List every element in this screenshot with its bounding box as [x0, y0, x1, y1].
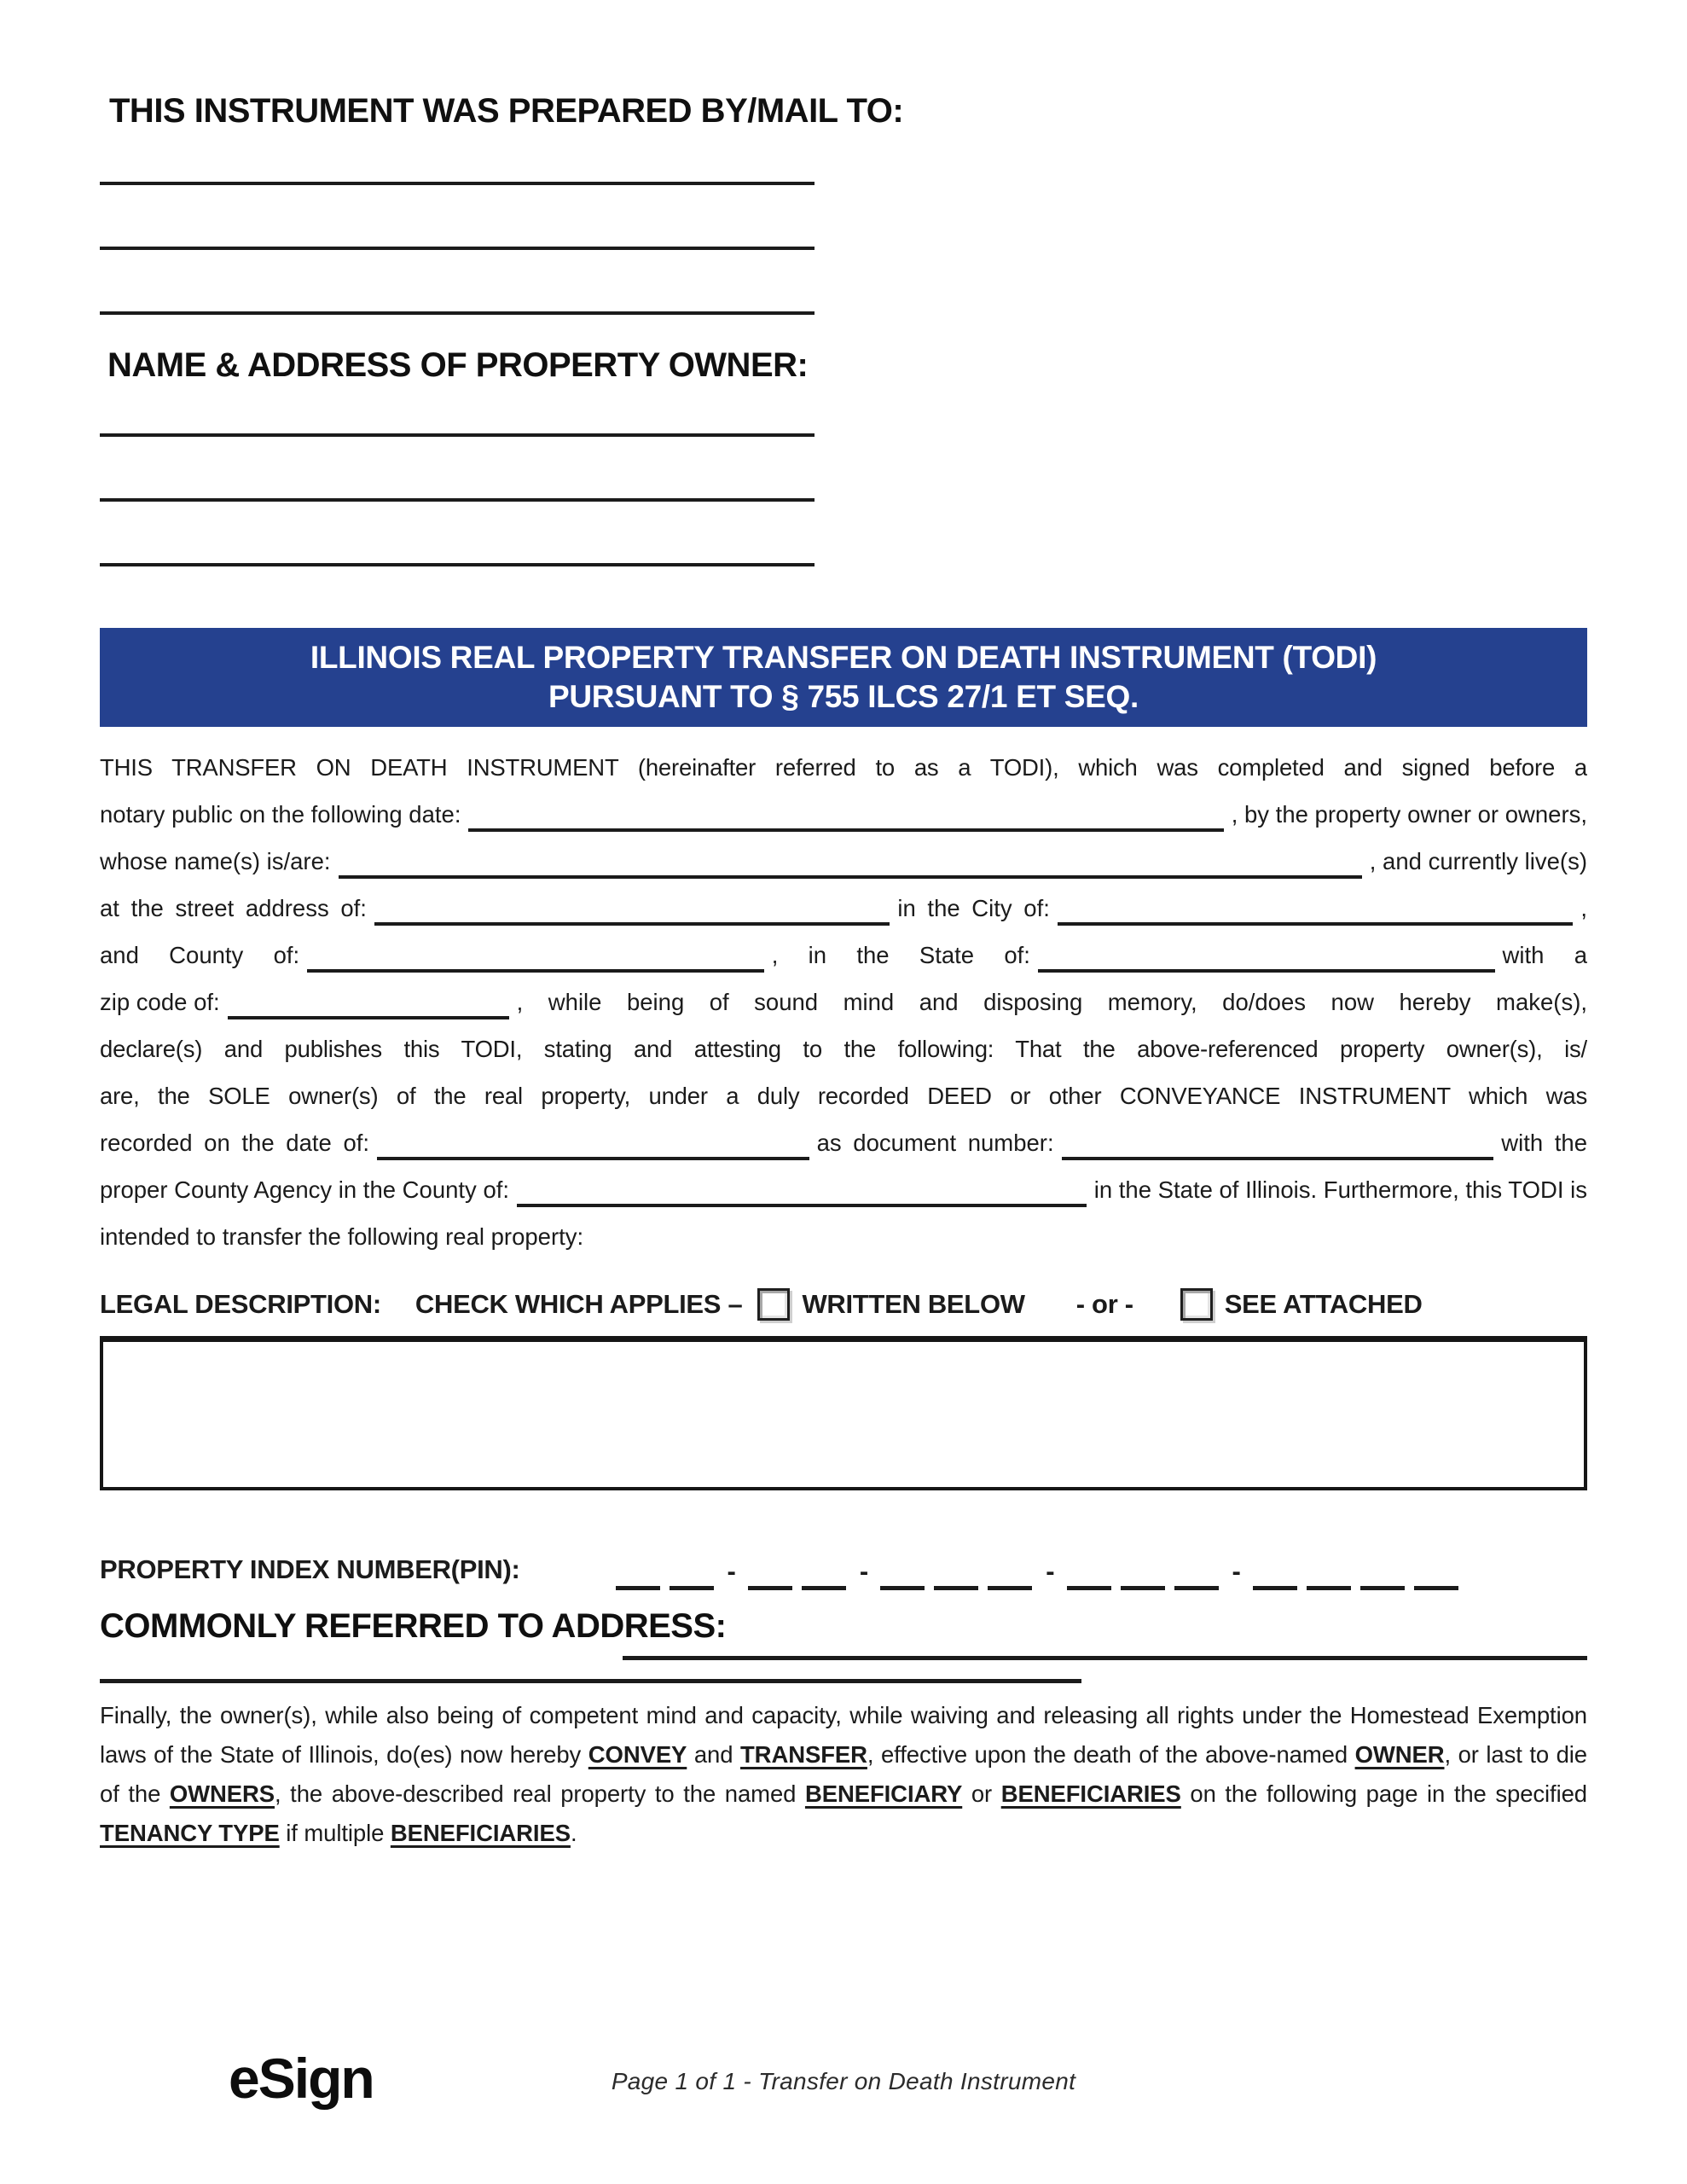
convey-term: CONVEY: [588, 1741, 687, 1768]
prepared-by-line-1[interactable]: [100, 182, 815, 185]
beneficiaries-term: BENEFICIARIES: [390, 1820, 571, 1846]
finally-text: Finally, the owner(s), while also being of competent mind and capacity, while waiving and releasing all rights under the Homestead Exemption laws of the State of Illinois, do(es) now hereby: [100, 1702, 1587, 1768]
body-line-5-tail: with a: [1502, 942, 1587, 968]
pin-segment[interactable]: [616, 1552, 660, 1590]
transfer-term: TRANSFER: [739, 1741, 867, 1768]
pin-segment[interactable]: [748, 1552, 792, 1590]
pin-segment[interactable]: [1174, 1552, 1219, 1590]
title-banner: [100, 628, 1587, 727]
prepared-by-heading: THIS INSTRUMENT WAS PREPARED BY/MAIL TO:: [109, 92, 904, 130]
body-line-5: [100, 932, 1587, 979]
county-field[interactable]: [307, 932, 764, 973]
street-address-field[interactable]: [374, 885, 890, 926]
state-field[interactable]: [1038, 932, 1495, 973]
tenancy-type-term: TENANCY TYPE: [100, 1820, 280, 1846]
body-line-9-tail: with the: [1501, 1130, 1587, 1156]
document-number-field[interactable]: [1062, 1119, 1494, 1160]
finally-paragraph: [100, 1696, 1587, 1853]
esign-logo: eSign: [229, 2047, 374, 2110]
body-paragraph: [100, 744, 1587, 1260]
pin-separator: -: [1232, 1556, 1241, 1586]
banner-subtitle: PURSUANT TO § 755 ILCS 27/1 ET SEQ.: [548, 679, 1139, 714]
pin-segment[interactable]: [1253, 1552, 1297, 1590]
finally-text: and: [687, 1741, 740, 1768]
recorded-date-label: recorded on the date of:: [100, 1130, 370, 1156]
pin-label: PROPERTY INDEX NUMBER(PIN):: [100, 1554, 520, 1584]
pin-segment[interactable]: [1067, 1552, 1111, 1590]
body-line-11-text: intended to transfer the following real property:: [100, 1223, 584, 1250]
owner-term: OWNER: [1354, 1741, 1445, 1768]
pin-segment[interactable]: [880, 1552, 925, 1590]
pin-segment[interactable]: [988, 1552, 1032, 1590]
finally-text: if multiple: [279, 1820, 391, 1846]
pin-separator: -: [727, 1556, 736, 1586]
recording-county-field[interactable]: [517, 1166, 1087, 1207]
pin-segment[interactable]: [934, 1552, 978, 1590]
banner-title: ILLINOIS REAL PROPERTY TRANSFER ON DEATH INSTRUMENT (TODI): [310, 640, 1377, 675]
city-field[interactable]: [1058, 885, 1573, 926]
body-line-10: [100, 1166, 1587, 1213]
see-attached-label: SEE ATTACHED: [1224, 1289, 1423, 1319]
body-line-8: are, the SOLE owner(s) of the real property, under a duly recorded DEED or other CONVEYANCE INSTRUMENT which was: [100, 1083, 1587, 1109]
finally-text: , the above-described real property to the named: [275, 1780, 805, 1807]
written-below-label: WRITTEN BELOW: [802, 1289, 1025, 1319]
finally-text: or: [962, 1780, 1001, 1807]
pin-segment[interactable]: [670, 1552, 714, 1590]
recording-county-label: proper County Agency in the County of:: [100, 1176, 510, 1203]
legal-description-box[interactable]: [100, 1336, 1587, 1490]
page-footer-text: Page 1 of 1 - Transfer on Death Instrument: [611, 2068, 1076, 2094]
body-line-1: THIS TRANSFER ON DEATH INSTRUMENT (hereinafter referred to as a TODI), which was completed and signed before a: [100, 754, 1587, 781]
owner-line-1[interactable]: [100, 433, 815, 437]
body-line-3-tail: , and currently live(s): [1369, 848, 1587, 874]
address-label: COMMONLY REFERRED TO ADDRESS:: [100, 1607, 727, 1645]
beneficiary-term: BENEFICIARY: [804, 1780, 963, 1807]
body-line-4: [100, 885, 1587, 932]
owner-names-field[interactable]: [339, 838, 1362, 879]
finally-text: , or last to die of the: [100, 1741, 1587, 1807]
pin-separator: -: [1046, 1556, 1055, 1586]
prepared-by-line-2[interactable]: [100, 247, 815, 250]
or-separator: - or -: [1075, 1289, 1133, 1319]
notary-date-label: notary public on the following date:: [100, 801, 461, 828]
street-address-label: at the street address of:: [100, 895, 367, 921]
pin-segment[interactable]: [1360, 1552, 1405, 1590]
state-label: , in the State of:: [771, 942, 1030, 968]
zip-field[interactable]: [228, 979, 509, 1019]
owner-line-3[interactable]: [100, 563, 815, 566]
beneficiaries-term: BENEFICIARIES: [1000, 1780, 1181, 1807]
address-line-1[interactable]: [623, 1656, 1587, 1660]
body-line-10-tail: in the State of Illinois. Furthermore, this TODI is: [1093, 1176, 1587, 1203]
address-line-2[interactable]: [100, 1679, 1081, 1683]
pin-row: [100, 1546, 1587, 1590]
pin-segment[interactable]: [1307, 1552, 1351, 1590]
owner-line-2[interactable]: [100, 498, 815, 502]
see-attached-checkbox[interactable]: [1180, 1288, 1213, 1321]
prepared-by-line-3[interactable]: [100, 311, 815, 315]
city-label: in the City of:: [897, 895, 1050, 921]
finally-text: on the following page in the specified: [1180, 1780, 1587, 1807]
check-which-applies-label: CHECK WHICH APPLIES –: [415, 1289, 743, 1319]
pin-segment[interactable]: [1414, 1552, 1458, 1590]
body-line-11: [100, 1213, 1587, 1260]
body-line-2-tail: , by the property owner or owners,: [1231, 801, 1587, 828]
legal-description-label: LEGAL DESCRIPTION:: [100, 1289, 381, 1319]
body-line-9: [100, 1119, 1587, 1166]
pin-segment[interactable]: [802, 1552, 846, 1590]
owners-term: OWNERS: [169, 1780, 275, 1807]
written-below-checkbox[interactable]: [757, 1288, 790, 1321]
notary-date-field[interactable]: [468, 791, 1223, 832]
body-line-3: [100, 838, 1587, 885]
owner-heading: NAME & ADDRESS OF PROPERTY OWNER:: [107, 346, 809, 384]
pin-separator: -: [859, 1556, 869, 1586]
finally-text: , effective upon the death of the above-named: [867, 1741, 1355, 1768]
pin-field[interactable]: [616, 1549, 1468, 1590]
body-line-6: [100, 979, 1587, 1025]
body-line-2: [100, 791, 1587, 838]
recorded-date-field[interactable]: [377, 1119, 809, 1160]
pin-segment[interactable]: [1121, 1552, 1165, 1590]
zip-label: zip code of:: [100, 989, 220, 1015]
county-label: and County of:: [100, 942, 300, 968]
body-line-6-tail: , while being of sound mind and disposing memory, do/does now hereby make(s),: [516, 989, 1587, 1015]
document-number-label: as document number:: [816, 1130, 1054, 1156]
owner-names-label: whose name(s) is/are:: [100, 848, 331, 874]
legal-description-row: [100, 1282, 1587, 1327]
finally-text: .: [570, 1820, 577, 1846]
body-line-7: declare(s) and publishes this TODI, stating and attesting to the following: That the above-referenced property owner(s), is/: [100, 1036, 1587, 1062]
body-line-4-tail: ,: [1580, 895, 1587, 921]
